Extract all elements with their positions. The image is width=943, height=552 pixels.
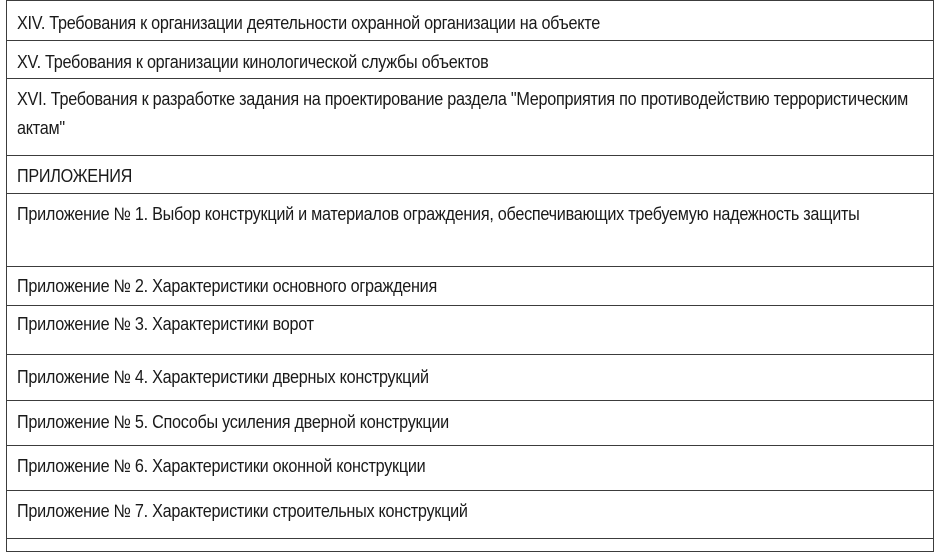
table-row bbox=[7, 41, 934, 79]
table-row bbox=[7, 267, 934, 306]
contents-table bbox=[6, 0, 934, 552]
toc-entry-text: XV. Требования к организации кинологической службы объектов bbox=[17, 52, 489, 72]
table-row bbox=[7, 355, 934, 401]
toc-entry-text: Приложение № 2. Характеристики основного ограждения bbox=[17, 276, 437, 296]
table-row-partial bbox=[7, 539, 934, 552]
toc-entry-text: Приложение № 4. Характеристики дверных конструкций bbox=[17, 367, 429, 387]
toc-entry-text: Приложение № 6. Характеристики оконной конструкции bbox=[17, 456, 426, 476]
toc-entry-cut-off bbox=[7, 539, 934, 552]
toc-entry-appendix-5[interactable] bbox=[7, 401, 934, 446]
toc-entry-section-16[interactable] bbox=[7, 79, 934, 156]
toc-entry-text: ПРИЛОЖЕНИЯ bbox=[17, 166, 133, 186]
toc-entry-appendix-4[interactable] bbox=[7, 355, 934, 401]
toc-entry-appendices-heading[interactable] bbox=[7, 156, 934, 194]
toc-entry-text: Приложение № 1. Выбор конструкций и материалов ограждения, обеспечивающих требуемую надежность защиты bbox=[17, 204, 860, 224]
table-row bbox=[7, 79, 934, 156]
toc-entry-appendix-1[interactable] bbox=[7, 194, 934, 267]
toc-entry-appendix-7[interactable] bbox=[7, 491, 934, 539]
toc-entry-appendix-6[interactable] bbox=[7, 446, 934, 491]
table-row bbox=[7, 306, 934, 355]
toc-entry-text: Приложение № 3. Характеристики ворот bbox=[17, 314, 314, 334]
toc-entry-text: Приложение № 7. Характеристики строительных конструкций bbox=[17, 501, 468, 521]
table-row bbox=[7, 156, 934, 194]
toc-entry-appendix-2[interactable] bbox=[7, 267, 934, 306]
toc-entry-text: XVI. Требования к разработке задания на проектирование раздела "Мероприятия по противодействию террористическим актам" bbox=[17, 89, 909, 138]
table-row bbox=[7, 446, 934, 491]
toc-entry-section-14[interactable] bbox=[7, 1, 934, 41]
toc-entry-text: XIV. Требования к организации деятельности охранной организации на объекте bbox=[17, 13, 600, 33]
table-row bbox=[7, 194, 934, 267]
table-row bbox=[7, 491, 934, 539]
table-row bbox=[7, 401, 934, 446]
toc-entry-section-15[interactable] bbox=[7, 41, 934, 79]
toc-entry-text: Приложение № 5. Способы усиления дверной конструкции bbox=[17, 412, 449, 432]
table-row bbox=[7, 1, 934, 41]
toc-entry-appendix-3[interactable] bbox=[7, 306, 934, 355]
